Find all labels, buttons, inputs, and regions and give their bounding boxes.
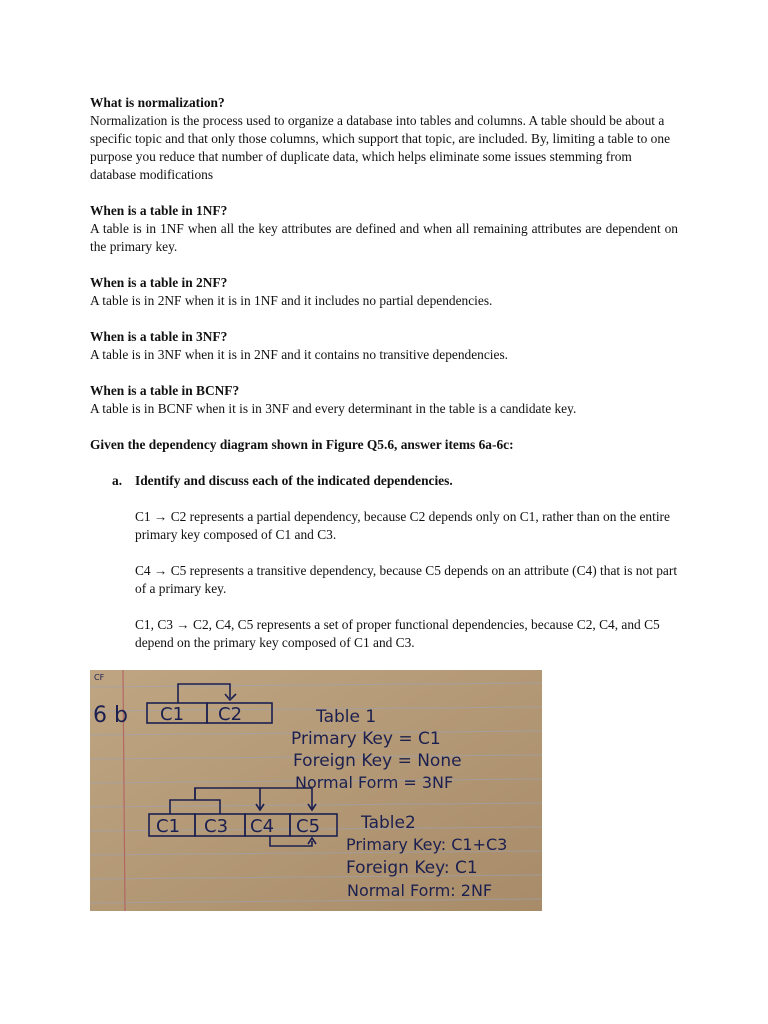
table1-foreign-key: Foreign Key = None bbox=[293, 751, 462, 771]
table2-col-c5: C5 bbox=[296, 816, 321, 837]
handwritten-notes-photo bbox=[90, 670, 542, 911]
item-a-label: a. bbox=[112, 473, 123, 488]
table1-normal-form: Normal Form = 3NF bbox=[295, 773, 454, 792]
table2-normal-form: Normal Form: 2NF bbox=[347, 881, 493, 900]
table1-primary-key: Primary Key = C1 bbox=[291, 729, 441, 749]
dependency-paragraph-partial: C1 → C2 represents a partial dependency, because C2 depends only on C1, rather than on the entire primary key composed of C1 and C3. bbox=[135, 509, 670, 542]
table2-primary-key: Primary Key: C1+C3 bbox=[346, 835, 508, 854]
question-heading: When is a table in 1NF? bbox=[90, 203, 228, 218]
table2-title: Table2 bbox=[361, 813, 416, 833]
section-normalization bbox=[90, 94, 678, 184]
item-a-title: Identify and discuss each of the indicated dependencies. bbox=[135, 473, 453, 488]
section-2nf bbox=[90, 274, 678, 310]
margin-note: CF bbox=[94, 673, 105, 682]
dependency-paragraph-functional: C1, C3 → C2, C4, C5 represents a set of proper functional dependencies, because C2, C4, and C5 depend on the primary key composed of C1 and C3. bbox=[135, 617, 660, 650]
answer-text: A table is in 2NF when it is in 1NF and it includes no partial dependencies. bbox=[90, 293, 493, 308]
dependency-paragraph-transitive: C4 → C5 represents a transitive dependency, because C5 depends on an attribute (C4) that is not part of a primary key. bbox=[135, 563, 678, 596]
answer-text: Normalization is the process used to organize a database into tables and columns. A table should be about a specific topic and that only those columns, which support that topic, are included. By, limiting a table to one purpose you reduce that number of duplicate data, which helps eliminate some issues stemming from database modifications bbox=[90, 113, 671, 182]
answer-text: A table is in BCNF when it is in 3NF and every determinant in the table is a candidate key. bbox=[90, 401, 577, 416]
section-3nf bbox=[90, 328, 678, 364]
item-a bbox=[112, 472, 678, 490]
question-heading: When is a table in 2NF? bbox=[90, 275, 228, 290]
given-instruction: Given the dependency diagram shown in Figure Q5.6, answer items 6a-6c: bbox=[90, 437, 514, 452]
section-1nf bbox=[90, 202, 678, 256]
table2-foreign-key: Foreign Key: C1 bbox=[346, 858, 478, 878]
item-a-heading bbox=[112, 472, 678, 490]
item-label: 6 b bbox=[93, 703, 128, 728]
table1-col-c1: C1 bbox=[160, 704, 185, 725]
question-heading: What is normalization? bbox=[90, 95, 225, 110]
table2-col-c4: C4 bbox=[250, 816, 275, 837]
table1-title: Table 1 bbox=[316, 707, 377, 727]
question-heading: When is a table in 3NF? bbox=[90, 329, 228, 344]
answer-text: A table is in 3NF when it is in 2NF and it contains no transitive dependencies. bbox=[90, 347, 509, 362]
document-body bbox=[90, 94, 678, 652]
question-heading: When is a table in BCNF? bbox=[90, 383, 240, 398]
answer-text: A table is in 1NF when all the key attributes are defined and when all remaining attributes are dependent on the primary key. bbox=[90, 221, 678, 254]
section-bcnf bbox=[90, 382, 678, 418]
table1-col-c2: C2 bbox=[218, 704, 243, 725]
table2-col-c3: C3 bbox=[204, 816, 229, 837]
table2-col-c1: C1 bbox=[156, 816, 181, 837]
